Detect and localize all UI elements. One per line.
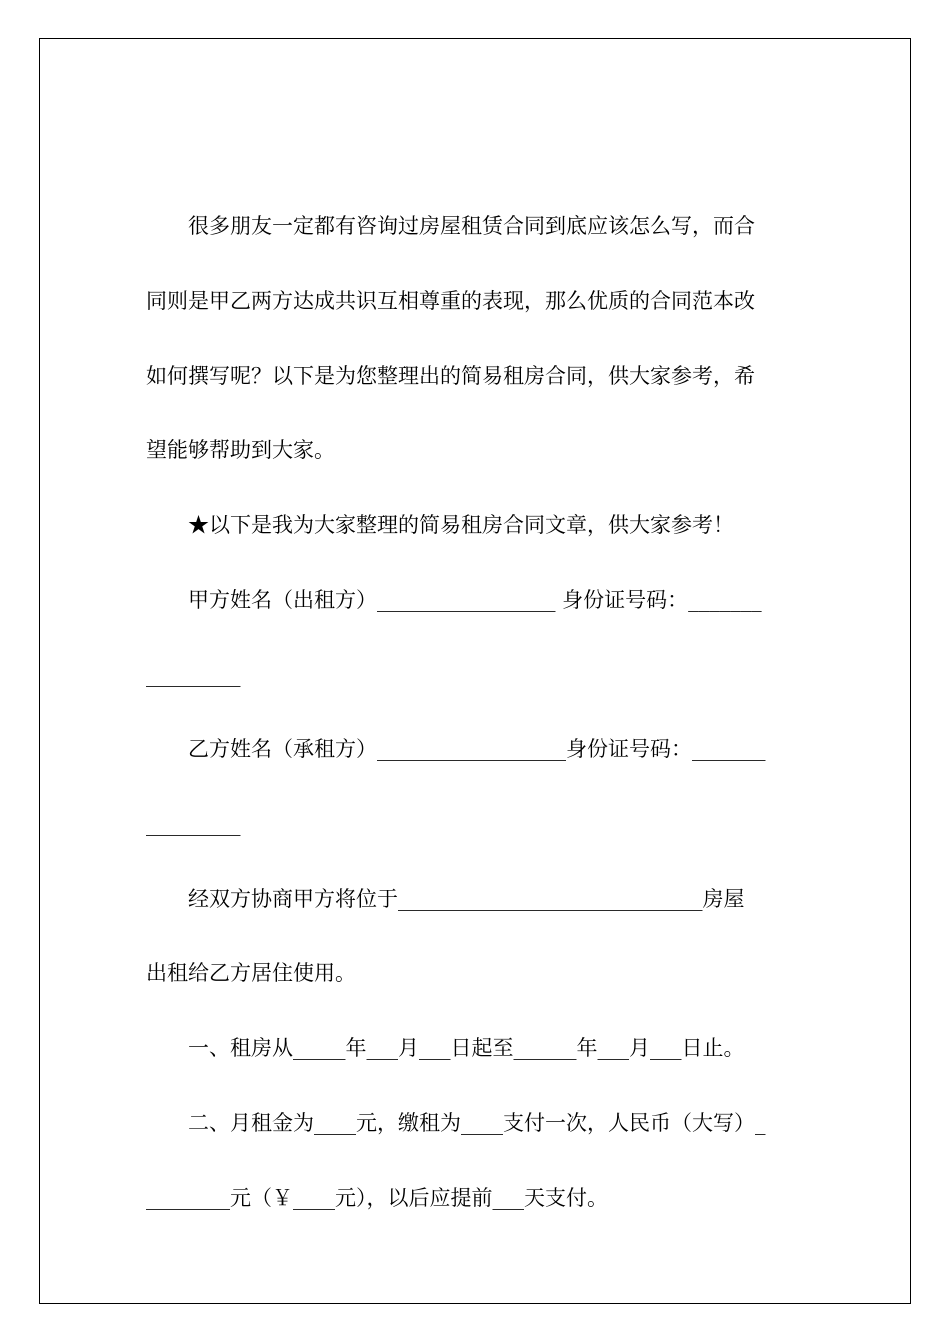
party-a-line-2: _________	[146, 663, 241, 687]
party-b-line-1: 乙方姓名（承租方）__________________身份证号码：_______	[146, 737, 766, 761]
property-location-line-1: 经双方协商甲方将位于_____________________________房屋	[146, 887, 745, 911]
property-location-line-2: 出租给乙方居住使用。	[146, 961, 356, 985]
party-b-line-2: _________	[146, 812, 241, 836]
clause-2-rent-line-2: ________元（￥____元），以后应提前___天支付。	[146, 1186, 608, 1210]
paragraph-line-star-note: ★以下是我为大家整理的简易租房合同文章，供大家参考！	[146, 513, 734, 537]
paragraph-line-intro-2: 同则是甲乙两方达成共识互相尊重的表现，那么优质的合同范本改	[146, 289, 755, 313]
clause-2-rent-line-1: 二、月租金为____元，缴租为____支付一次，人民币（大写）_	[146, 1111, 766, 1135]
paragraph-line-intro-4: 望能够帮助到大家。	[146, 438, 335, 462]
paragraph-line-intro-1: 很多朋友一定都有咨询过房屋租赁合同到底应该怎么写，而合	[146, 214, 755, 238]
clause-1-term: 一、租房从_____年___月___日起至______年___月___日止。	[146, 1036, 745, 1060]
paragraph-line-intro-3: 如何撰写呢？以下是为您整理出的简易租房合同，供大家参考，希	[146, 364, 755, 388]
party-a-line-1: 甲方姓名（出租方）_________________ 身份证号码：_______	[146, 588, 762, 612]
